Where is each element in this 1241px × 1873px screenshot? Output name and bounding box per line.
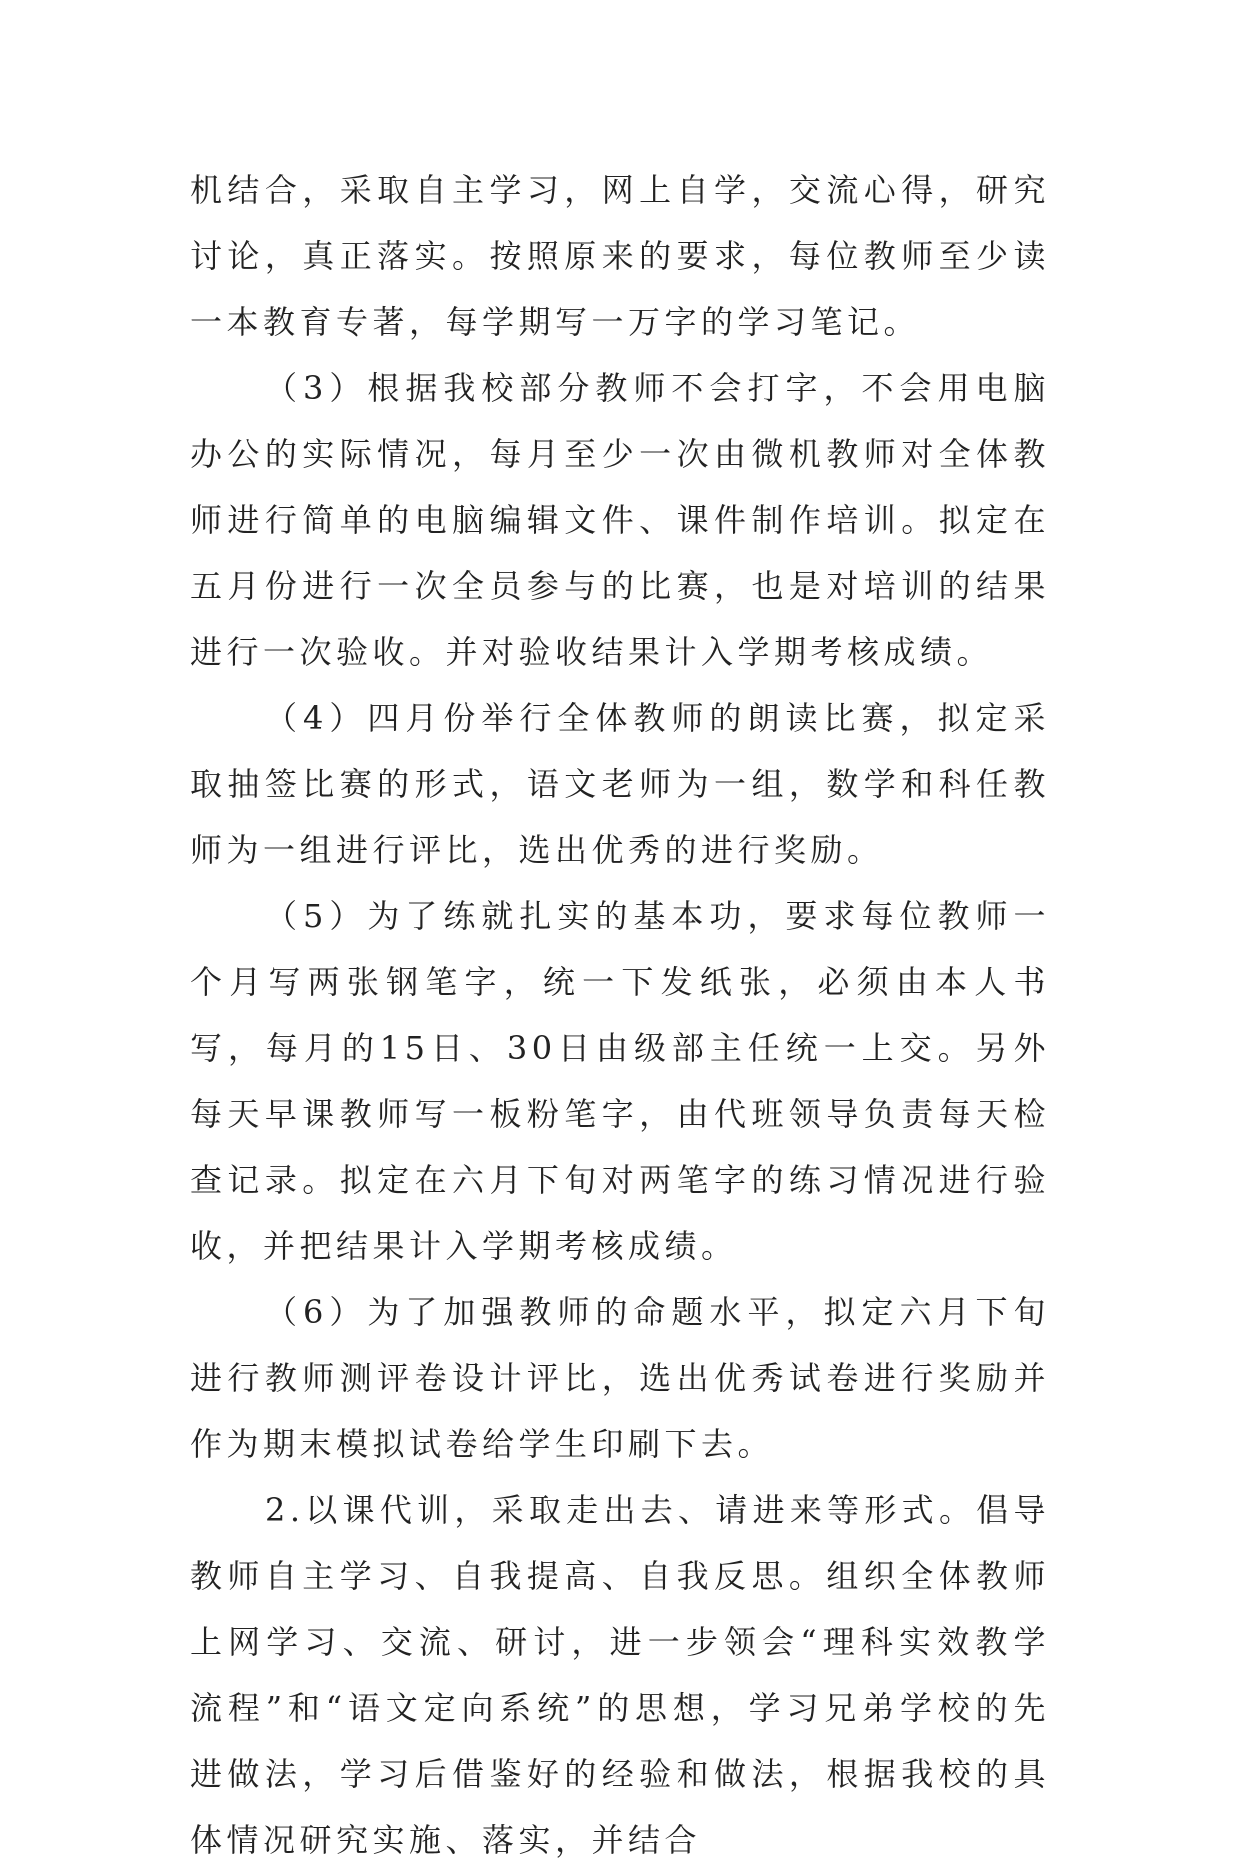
paragraph-item-4: （4）四月份举行全体教师的朗读比赛，拟定采取抽签比赛的形式，语文老师为一组，数学和科任教师为一组进行评比，选出优秀的进行奖励。 (190, 699, 1050, 869)
paragraph-item-6: （6）为了加强教师的命题水平，拟定六月下旬进行教师测评卷设计评比，选出优秀试卷进行奖励并作为期末模拟试卷给学生印刷下去。 (190, 1293, 1050, 1463)
paragraph-item-5: （5）为了练就扎实的基本功，要求每位教师一个月写两张钢笔字，统一下发纸张，必须由本人书写，每月的15日、30日由级部主任统一上交。另外每天早课教师写一板粉笔字，由代班领导负责每天检查记录。拟定在六月下旬对两笔字的练习情况进行验收，并把结果计入学期考核成绩。 (190, 897, 1050, 1265)
paragraph-section-2: 2.以课代训，采取走出去、请进来等形式。倡导教师自主学习、自我提高、自我反思。组织全体教师上网学习、交流、研讨，进一步领会“理科实效教学流程”和“语文定向系统”的思想，学习兄弟学校的先进做法，学习后借鉴好的经验和做法，根据我校的具体情况研究实施、落实，并结合 (190, 1491, 1050, 1859)
paragraph-item-3: （3）根据我校部分教师不会打字，不会用电脑办公的实际情况，每月至少一次由微机教师对全体教师进行简单的电脑编辑文件、课件制作培训。拟定在五月份进行一次全员参与的比赛，也是对培训的结果进行一次验收。并对验收结果计入学期考核成绩。 (190, 369, 1050, 671)
document-body (190, 157, 1050, 1873)
paragraph-continuation: 机结合，采取自主学习，网上自学，交流心得，研究讨论，真正落实。按照原来的要求，每位教师至少读一本教育专著，每学期写一万字的学习笔记。 (190, 171, 1050, 341)
